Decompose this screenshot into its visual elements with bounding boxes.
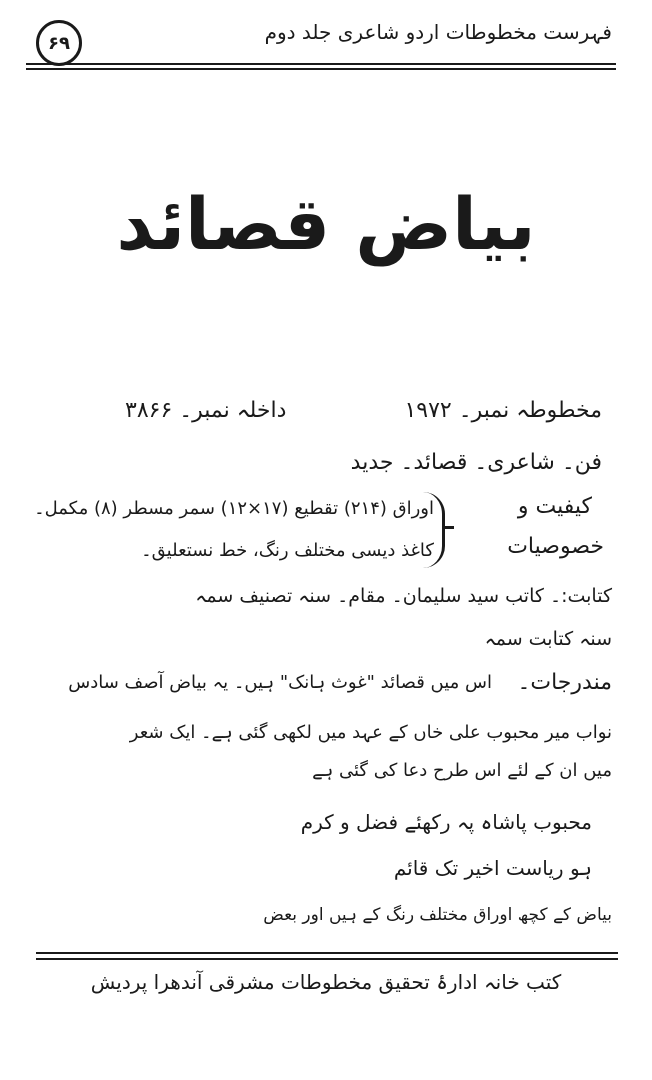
top-rule-double [26,68,616,70]
top-rule [26,63,616,65]
scribe-year: سنہ کتابت سمہ [484,628,612,650]
contents-line: میں ان کے لئے اس طرح دعا کی گئی ہے [312,760,612,781]
contents-label: مندرجات۔ [517,670,612,695]
condition-line-1: اوراق (۲۱۴) تقطیع (۱۷×۱۲) سمر مسطر (۸) مکمل۔ [34,498,434,519]
condition-label-1: کیفیت و [517,494,592,519]
art-field: فن۔ شاعری۔ قصائد۔ جدید [350,450,602,475]
running-head: فہرست مخطوطات اردو شاعری جلد دوم [264,20,612,44]
verse-line: محبوب پاشاہ پہ رکھئے فضل و کرم [300,810,592,834]
scribe-field: کتابت:۔ کاتب سید سلیمان۔ مقام۔ سنہ تصنیف سمہ [195,585,612,607]
contents-line: نواب میر محبوب علی خاں کے عہد میں لکھی گئی ہے۔ ایک شعر [129,722,612,743]
page-title: بیاض قصائد [116,182,536,266]
manuscript-number: مخطوطہ نمبر۔ ۱۹۷۲ [404,398,602,423]
page-number: ۶۹ [36,20,82,66]
footer-institution: کتب خانہ ادارۂ تحقیق مخطوطات مشرقی آندھرا پردیش [90,970,562,994]
bottom-rule-double [36,958,618,960]
condition-line-2: کاغذ دیسی مختلف رنگ، خط نستعلیق۔ [141,540,434,561]
contents-line: بیاض کے کچھ اوراق مختلف رنگ کے ہیں اور بعض [263,905,612,925]
bottom-rule [36,952,618,954]
condition-label-2: خصوصیات [507,534,604,559]
entry-number: داخلہ نمبر۔ ۳۸۶۶ [125,398,287,423]
contents-line: اس میں قصائد "غوث ہانک" ہیں۔ یہ بیاض آصف سادس [68,672,492,693]
verse-line: ہو ریاست اخیر تک قائم [393,856,592,880]
